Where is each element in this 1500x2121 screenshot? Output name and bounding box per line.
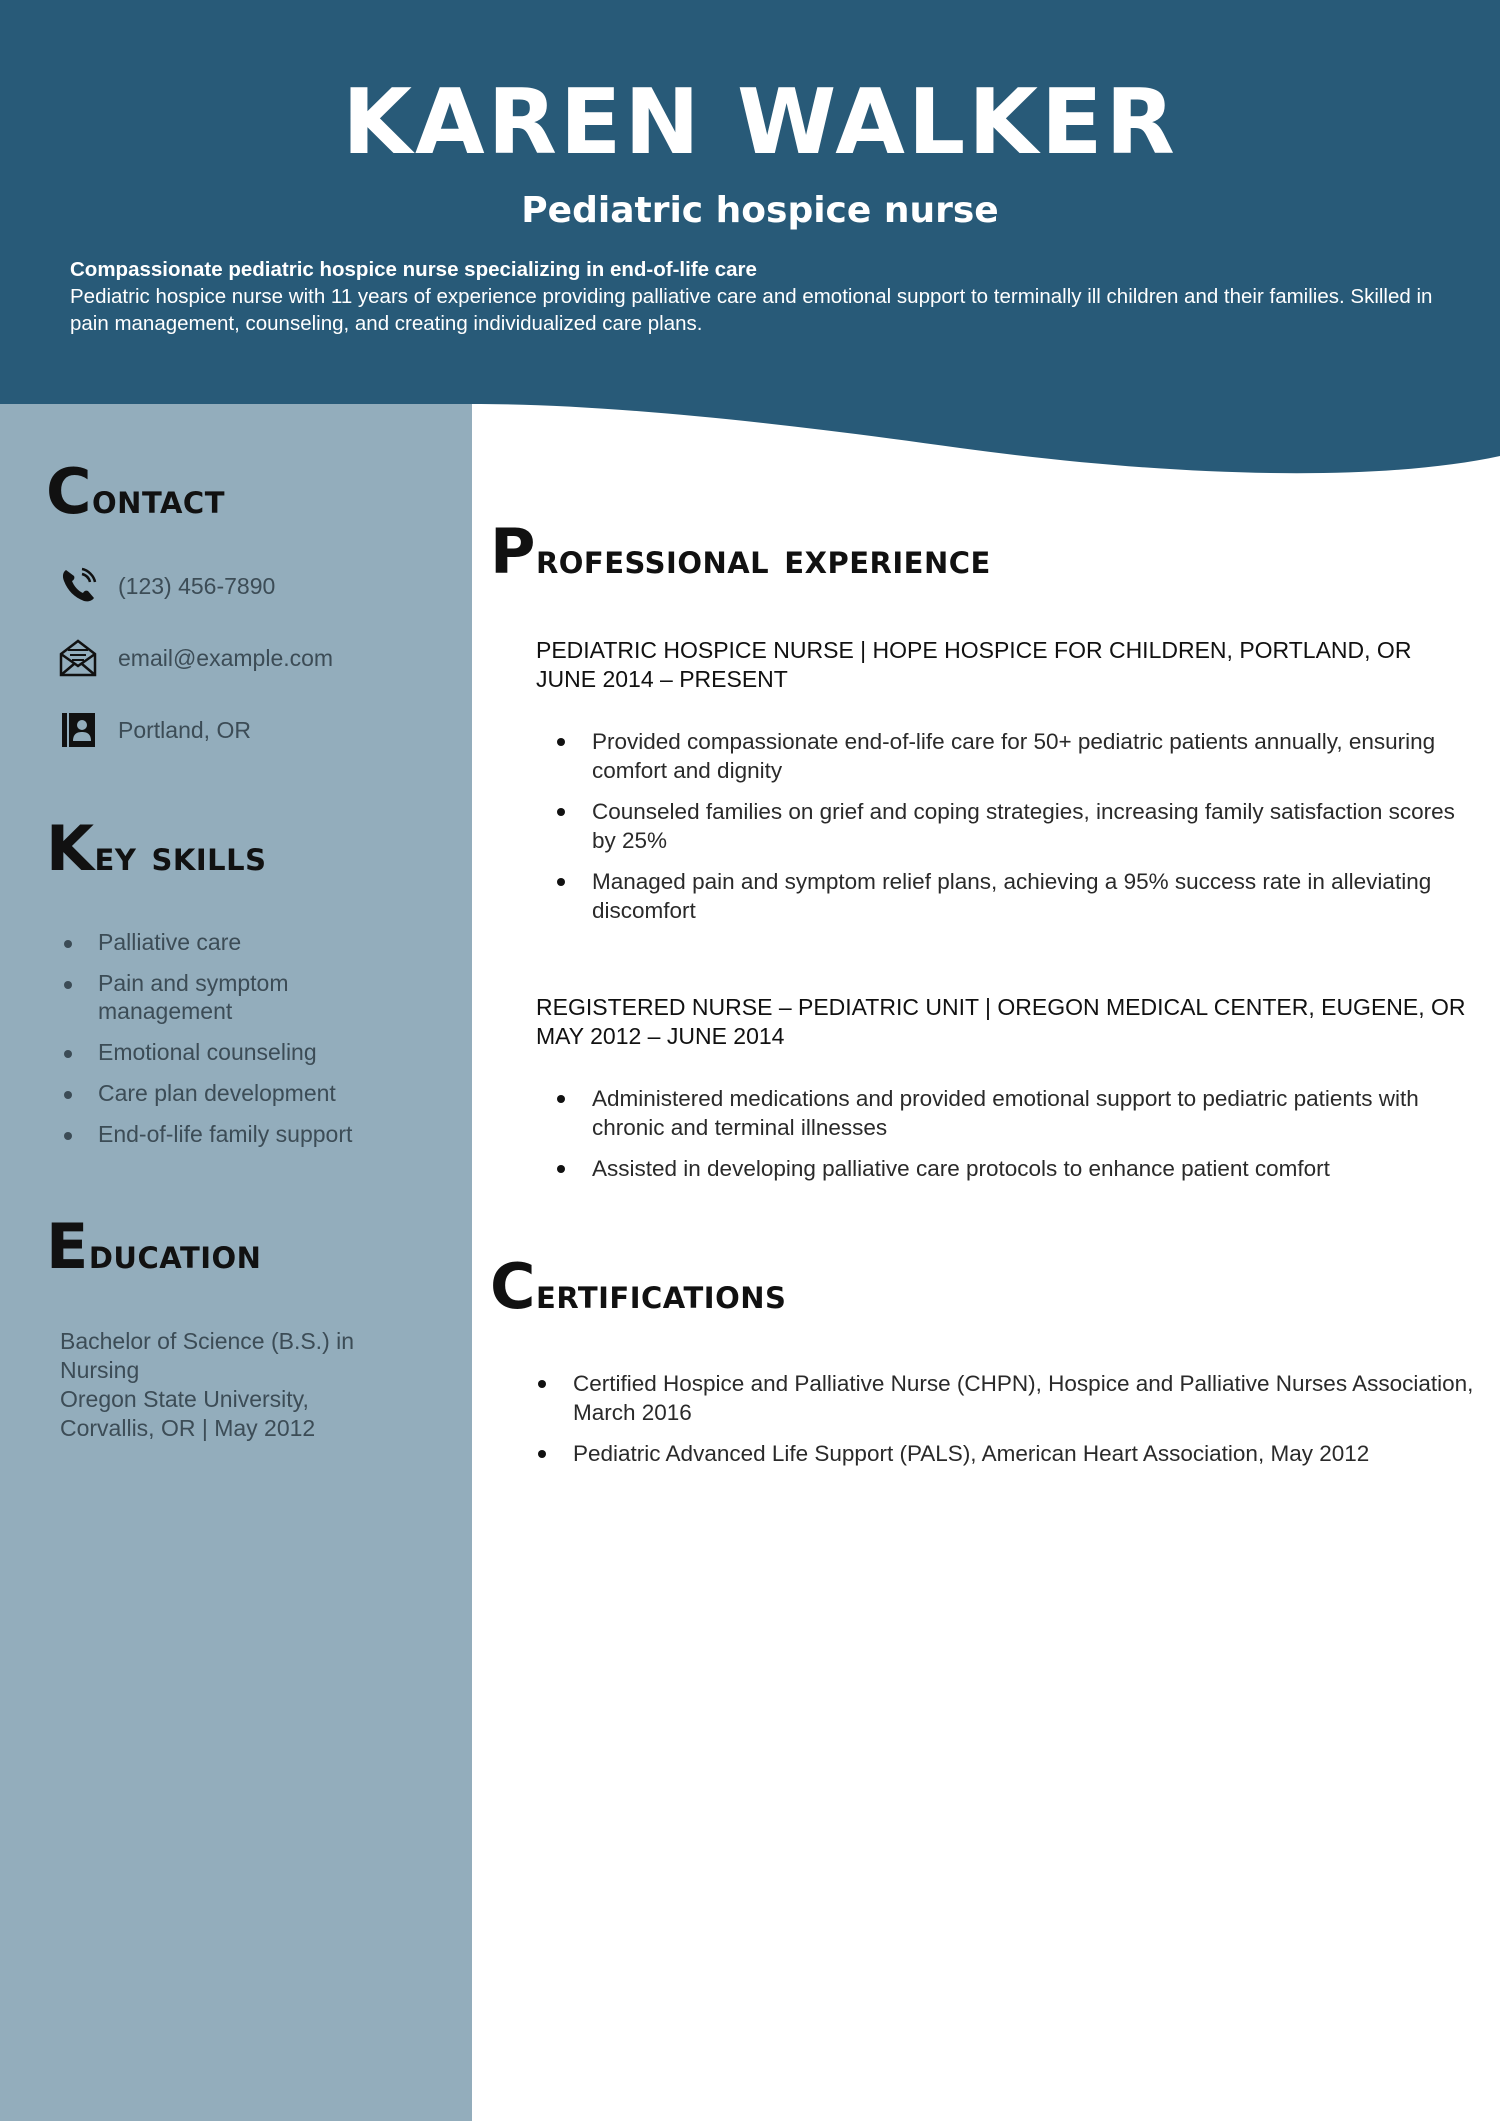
summary-text: Pediatric hospice nurse with 11 years of experience providing palliative care and emotional support to terminally ill children and their families. Skilled in pain management, counseling, and creating individualized care plans.: [70, 285, 1433, 335]
education-school: Oregon State University, Corvallis, OR | May 2012: [60, 1386, 316, 1441]
resume-header: [0, 0, 1500, 400]
certifications-heading: Certifications: [490, 1250, 787, 1323]
experience-heading: Professional experience: [490, 515, 991, 588]
job-bullet: Assisted in developing palliative care protocols to enhance patient comfort: [536, 1154, 1476, 1183]
envelope-icon: [58, 638, 98, 678]
job-title-line: REGISTERED NURSE – PEDIATRIC UNIT | OREGON MEDICAL CENTER, EUGENE, OR: [536, 994, 1466, 1020]
job-bullet: Counseled families on grief and coping strategies, increasing family satisfaction scores by 25%: [536, 797, 1476, 855]
contact-list: [58, 566, 458, 782]
contact-location: [58, 710, 458, 750]
job-dates: JUNE 2014 – PRESENT: [536, 666, 788, 692]
certification-item: Pediatric Advanced Life Support (PALS), American Heart Association, May 2012: [536, 1439, 1476, 1468]
contact-location-text: Portland, OR: [118, 716, 251, 743]
skill-item: Care plan development: [62, 1079, 422, 1107]
job-bullets: [536, 1084, 1476, 1183]
contact-heading: Contact: [46, 455, 225, 528]
job-bullets: [536, 727, 1476, 925]
contact-phone-text: (123) 456-7890: [118, 572, 276, 599]
candidate-title: Pediatric hospice nurse: [521, 190, 999, 231]
education-degree: Bachelor of Science (B.S.) in Nursing: [60, 1328, 355, 1383]
certifications-list: [536, 1369, 1476, 1480]
skill-item: Emotional counseling: [62, 1038, 422, 1066]
job-entry: [536, 993, 1476, 1195]
job-dates: MAY 2012 – JUNE 2014: [536, 1023, 785, 1049]
professional-summary: [70, 256, 1470, 337]
summary-headline: Compassionate pediatric hospice nurse specializing in end-of-life care: [70, 258, 757, 281]
job-title-line: PEDIATRIC HOSPICE NURSE | HOPE HOSPICE FOR CHILDREN, PORTLAND, OR: [536, 637, 1412, 663]
key-skills-heading: Key skills: [46, 812, 267, 885]
skills-list: [62, 928, 422, 1161]
job-bullet: Managed pain and symptom relief plans, achieving a 95% success rate in alleviating discomfort: [536, 867, 1476, 925]
contact-email: [58, 638, 458, 678]
phone-icon: [58, 566, 98, 606]
education-heading: Education: [46, 1210, 262, 1283]
job-entry: [536, 636, 1476, 937]
skill-item: End-of-life family support: [62, 1120, 422, 1148]
contact-email-text: email@example.com: [118, 644, 334, 671]
contact-phone: [58, 566, 458, 606]
skill-item: Pain and symptom management: [62, 969, 422, 1025]
job-bullet: Administered medications and provided emotional support to pediatric patients with chronic and terminal illnesses: [536, 1084, 1476, 1142]
education-entry: [60, 1327, 400, 1443]
job-bullet: Provided compassionate end-of-life care for 50+ pediatric patients annually, ensuring comfort and dignity: [536, 727, 1476, 785]
address-book-icon: [58, 710, 98, 750]
candidate-name: KAREN WALKER: [342, 70, 1178, 175]
skill-item: Palliative care: [62, 928, 422, 956]
certification-item: Certified Hospice and Palliative Nurse (CHPN), Hospice and Palliative Nurses Association, March 2016: [536, 1369, 1476, 1427]
